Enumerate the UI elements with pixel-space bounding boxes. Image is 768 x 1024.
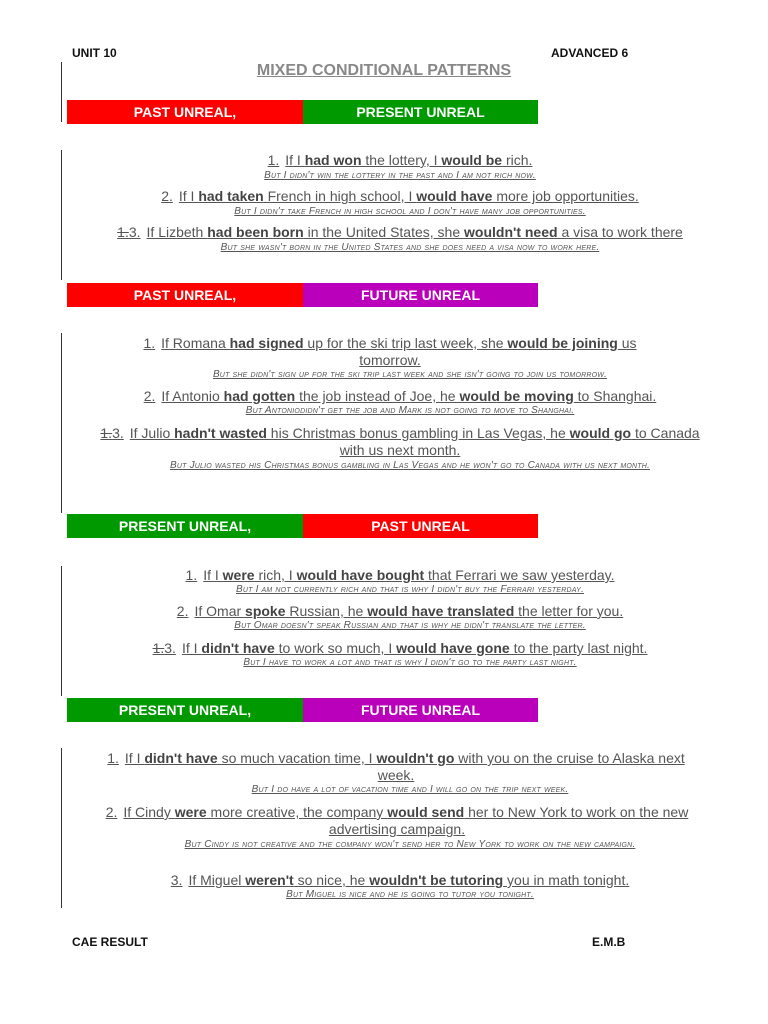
section-header-past-future <box>67 283 538 307</box>
explanation-note: But Antoniodidn't get the job and Mark is not going to move to Shanghai. <box>245 405 575 416</box>
level-label: ADVANCED 6 <box>551 46 629 60</box>
example-sentence: 3. If Miguel weren't so nice, he wouldn't be tutoring you in math tonight. <box>170 872 630 888</box>
example-sentence: 1. If I didn't have so much vacation time, I wouldn't go with you on the cruise to Alaska next week. <box>107 750 685 783</box>
explanation-note: But I do have a lot of vacation time and I will go on the trip next week. <box>251 784 569 795</box>
example-sentence: 1.3. If Julio hadn't wasted his Christmas bonus gambling in Las Vegas, he would go to Canada with us next month. <box>100 425 700 458</box>
section-left-label: PAST UNREAL, <box>67 283 303 307</box>
example-sentence: 1. If I were rich, I would have bought that Ferrari we saw yesterday. <box>185 567 615 583</box>
page-title: MIXED CONDITIONAL PATTERNS <box>256 62 512 79</box>
example-sentence: 1. If I had won the lottery, I would be rich. <box>267 152 533 168</box>
unit-label: UNIT 10 <box>72 46 117 60</box>
section-left-label: PRESENT UNREAL, <box>67 514 303 538</box>
explanation-note: But she wasn't born in the United States and she does need a visa now to work here. <box>220 242 600 253</box>
example-sentence: 1. If Romana had signed up for the ski trip last week, she would be joining us tomorrow. <box>143 335 637 368</box>
section-right-label: PRESENT UNREAL <box>303 100 538 124</box>
explanation-note: But Julio wasted his Christmas bonus gambling in Las Vegas and he won't go to Canada with us next month. <box>169 460 650 471</box>
example-sentence: 1.3. If Lizbeth had been born in the United States, she wouldn't need a visa to work there <box>117 224 683 240</box>
explanation-note: But I didn't take French in high school and I don't have many job opportunities. <box>234 206 586 217</box>
section-right-label: PAST UNREAL <box>303 514 538 538</box>
explanation-note: But Cindy is not creative and the company won't send her to New York to work on the new campaign. <box>184 839 636 850</box>
margin-line <box>61 748 62 908</box>
example-sentence: 2. If Cindy were more creative, the company would send her to New York to work on the new advertising campaign. <box>105 804 689 837</box>
footer-right-label: E.M.B <box>592 935 626 949</box>
section-right-label: FUTURE UNREAL <box>303 283 538 307</box>
section-header-present-past <box>67 514 538 538</box>
explanation-note: But I am not currently rich and that is why I didn't buy the Ferrari yesterday. <box>236 584 584 595</box>
example-sentence: 2. If Omar spoke Russian, he would have translated the letter for you. <box>176 603 624 619</box>
margin-line <box>61 333 62 513</box>
explanation-note: But I didn't win the lottery in the past and I am not rich now. <box>264 170 536 181</box>
footer-left-label: CAE RESULT <box>72 935 148 949</box>
section-header-past-present <box>67 100 538 124</box>
explanation-note: But she didn't sign up for the ski trip last week and she isn't going to join us tomorrow. <box>212 369 608 380</box>
section-right-label: FUTURE UNREAL <box>303 698 538 722</box>
margin-line <box>61 566 62 696</box>
example-sentence: 2. If Antonio had gotten the job instead of Joe, he would be moving to Shanghai. <box>143 388 657 404</box>
example-sentence: 2. If I had taken French in high school, I would have more job opportunities. <box>161 188 639 204</box>
margin-line <box>61 150 62 280</box>
margin-line <box>61 62 62 122</box>
section-left-label: PRESENT UNREAL, <box>67 698 303 722</box>
section-left-label: PAST UNREAL, <box>67 100 303 124</box>
explanation-note: But Miguel is nice and he is going to tutor you tonight. <box>286 889 534 900</box>
explanation-note: But I have to work a lot and that is why I didn't go to the party last night. <box>243 657 577 668</box>
explanation-note: But Omar doesn't speak Russian and that is why he didn't translate the letter. <box>234 620 586 631</box>
example-sentence: 1.3. If I didn't have to work so much, I would have gone to the party last night. <box>152 640 648 656</box>
section-header-present-future <box>67 698 538 722</box>
